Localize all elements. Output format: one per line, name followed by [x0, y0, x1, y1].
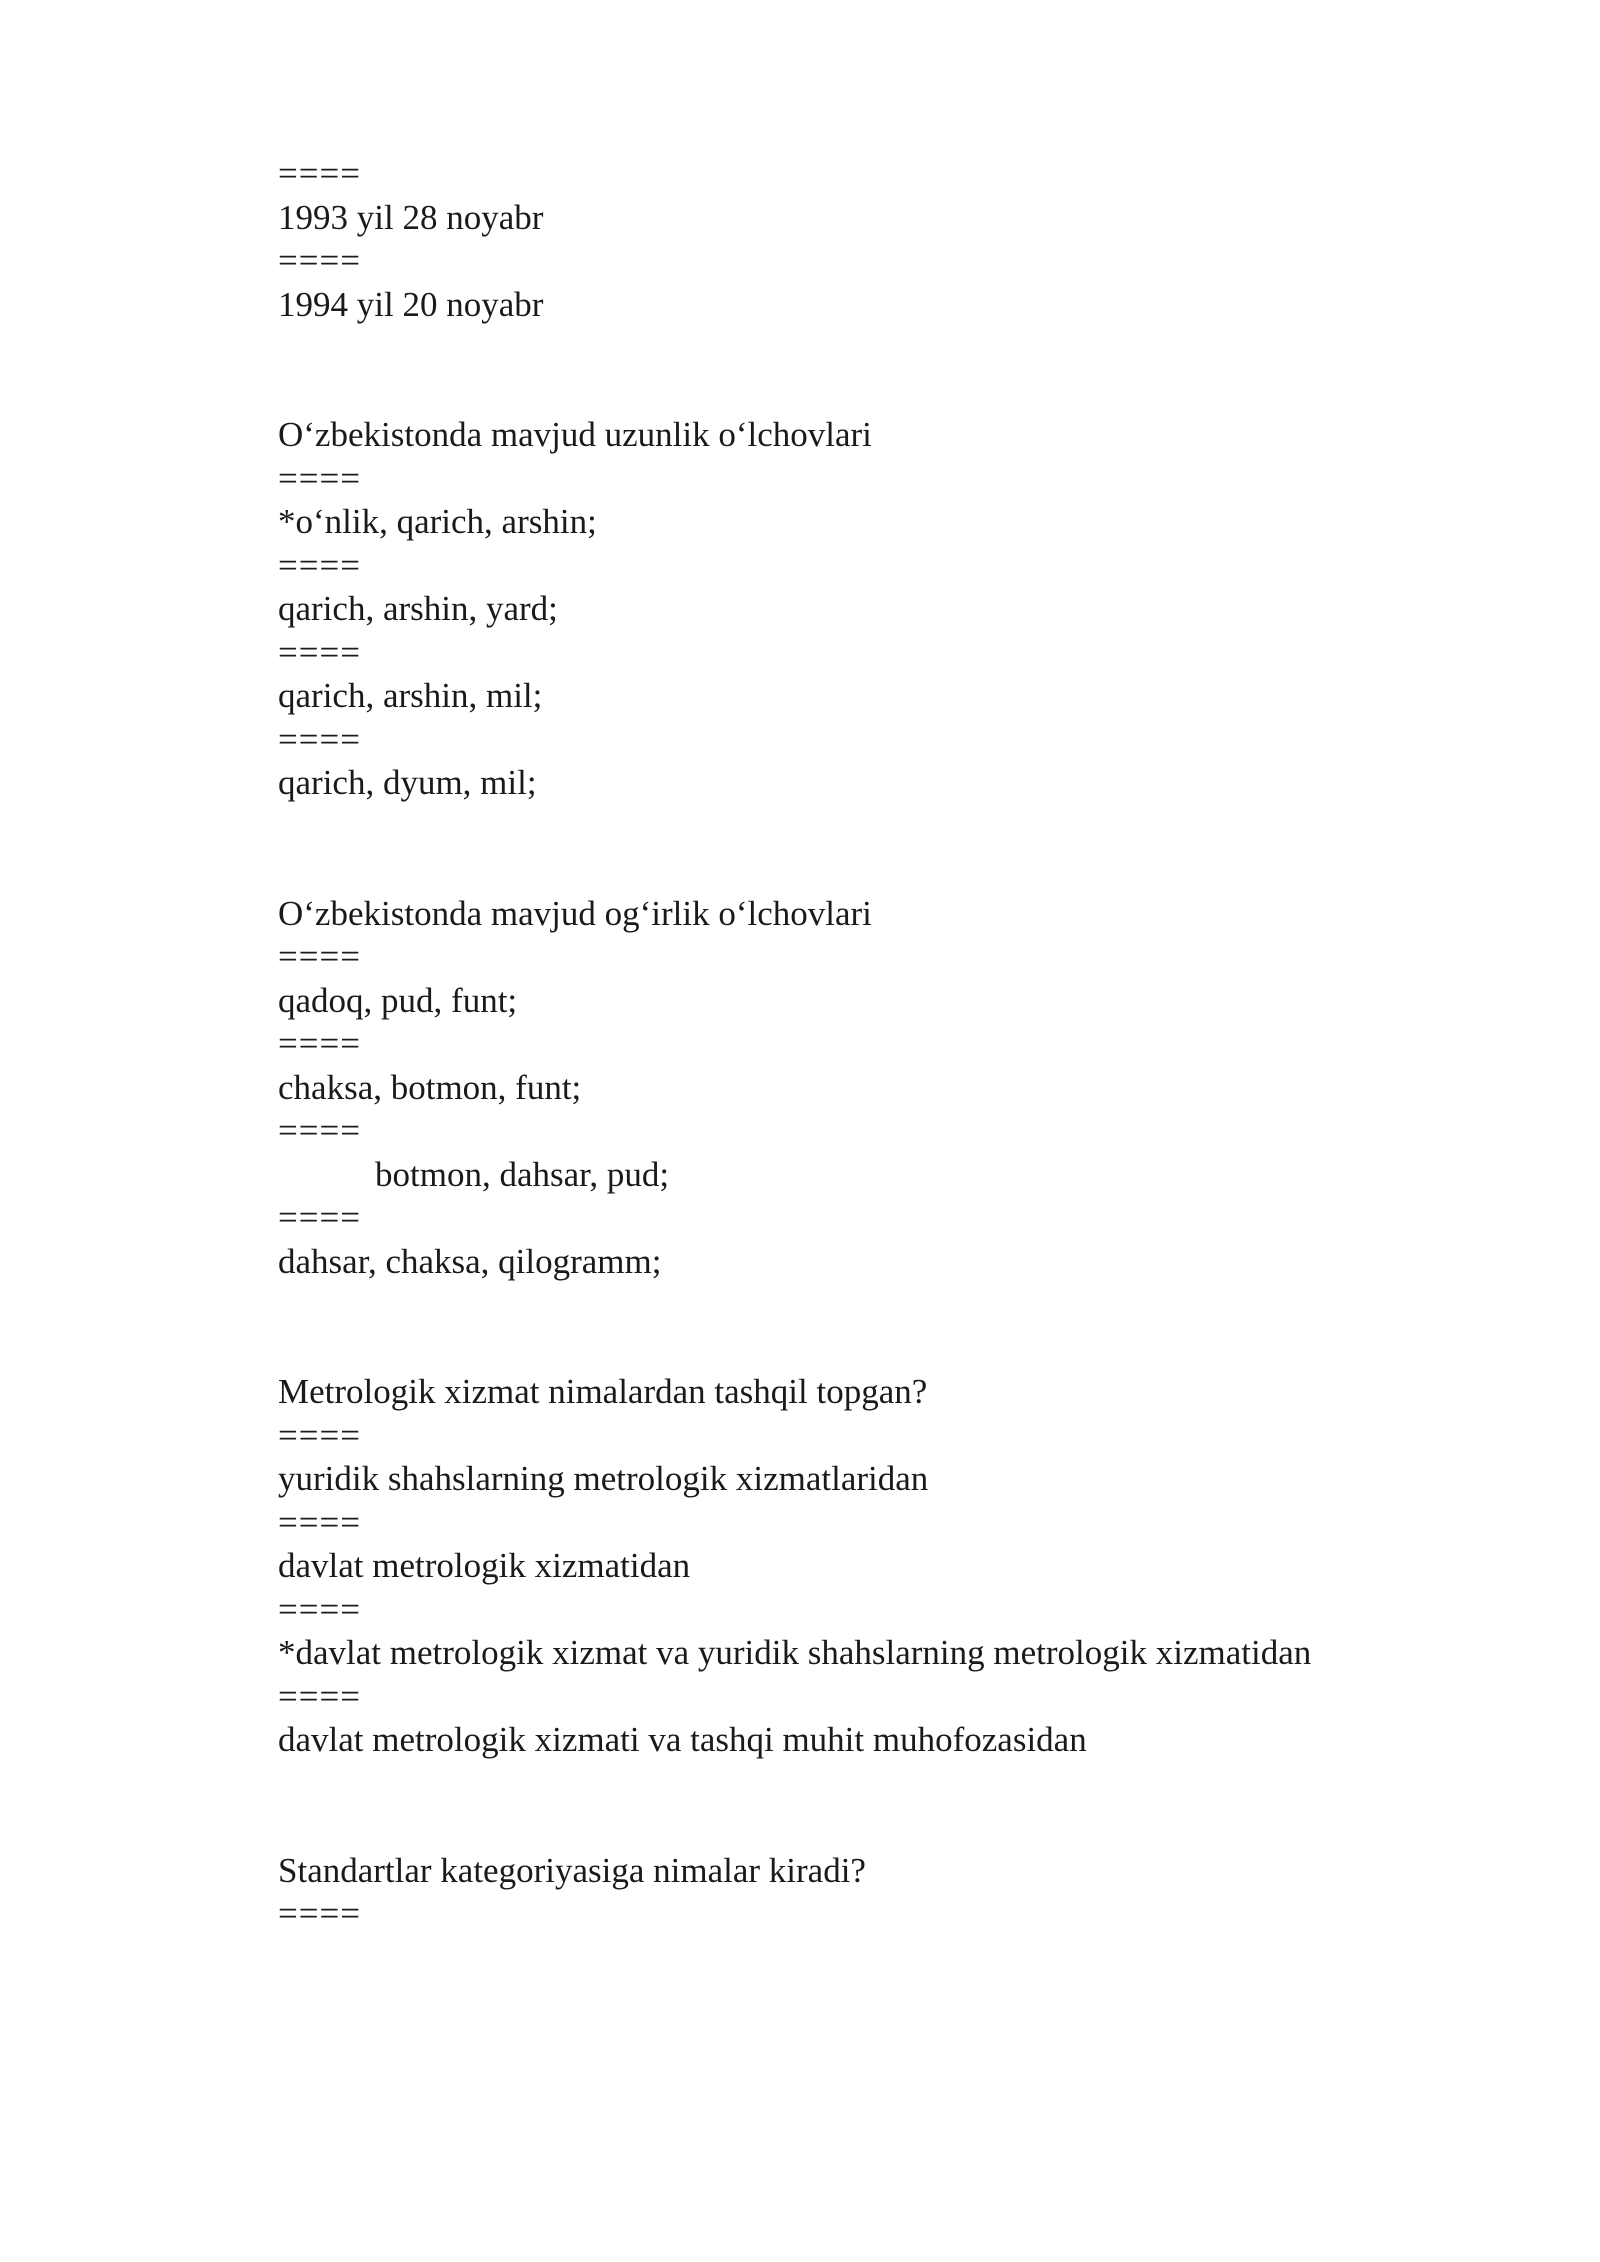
question-text: O‘zbekistonda mavjud uzunlik o‘lchovlari	[278, 415, 872, 454]
option-separator: ====	[278, 937, 361, 976]
option-separator: ====	[278, 1111, 361, 1150]
answer-option: qarich, arshin, mil;	[278, 676, 543, 715]
option-separator: ====	[278, 1415, 361, 1455]
answer-option: dahsar, chaksa, qilogramm;	[278, 1241, 662, 1281]
option-separator: ====	[278, 1024, 361, 1063]
question-block	[278, 152, 1478, 326]
answer-option: *davlat metrologik xizmat va yuridik shahslarning metrologik xizmatidan	[278, 1633, 1312, 1672]
option-separator: ====	[278, 1502, 361, 1542]
question-text: Metrologik xizmat nimalardan tashqil topgan?	[278, 1372, 928, 1411]
option-separator: ====	[278, 545, 361, 585]
answer-option: qadoq, pud, funt;	[278, 980, 518, 1020]
answer-option: chaksa, botmon, funt;	[278, 1067, 582, 1107]
question-block	[278, 1849, 1478, 1936]
question-block	[278, 892, 1478, 1284]
answer-option: 1994 yil 20 noyabr	[278, 284, 544, 324]
option-separator: ====	[278, 719, 361, 759]
question-text: Standartlar kategoriyasiga nimalar kiradi?	[278, 1850, 866, 1890]
answer-option: davlat metrologik xizmatidan	[278, 1546, 691, 1585]
answer-option: *o‘nlik, qarich, arshin;	[278, 502, 597, 541]
answer-option: qarich, arshin, yard;	[278, 589, 558, 628]
option-separator: ====	[278, 1676, 361, 1716]
option-separator: ====	[278, 458, 361, 498]
answer-option: 1993 yil 28 noyabr	[278, 197, 544, 237]
question-block	[278, 413, 1478, 805]
question-block	[278, 1370, 1478, 1762]
block-spacer	[278, 1762, 1478, 1849]
block-spacer	[278, 326, 1478, 413]
question-text: O‘zbekistonda mavjud og‘irlik o‘lchovlari	[278, 893, 872, 933]
answer-option: botmon, dahsar, pud;	[375, 1154, 670, 1194]
option-separator: ====	[278, 241, 361, 280]
block-spacer	[278, 805, 1478, 892]
answer-option: yuridik shahslarning metrologik xizmatlaridan	[278, 1459, 929, 1498]
option-separator: ====	[278, 1589, 361, 1629]
answer-option: davlat metrologik xizmati va tashqi muhit muhofozasidan	[278, 1720, 1087, 1759]
option-separator: ====	[278, 1894, 361, 1933]
option-separator: ====	[278, 154, 361, 193]
block-spacer	[278, 1283, 1478, 1370]
option-separator: ====	[278, 632, 361, 672]
document-content	[278, 152, 1478, 1936]
answer-option: qarich, dyum, mil;	[278, 763, 537, 802]
option-separator: ====	[278, 1198, 361, 1237]
